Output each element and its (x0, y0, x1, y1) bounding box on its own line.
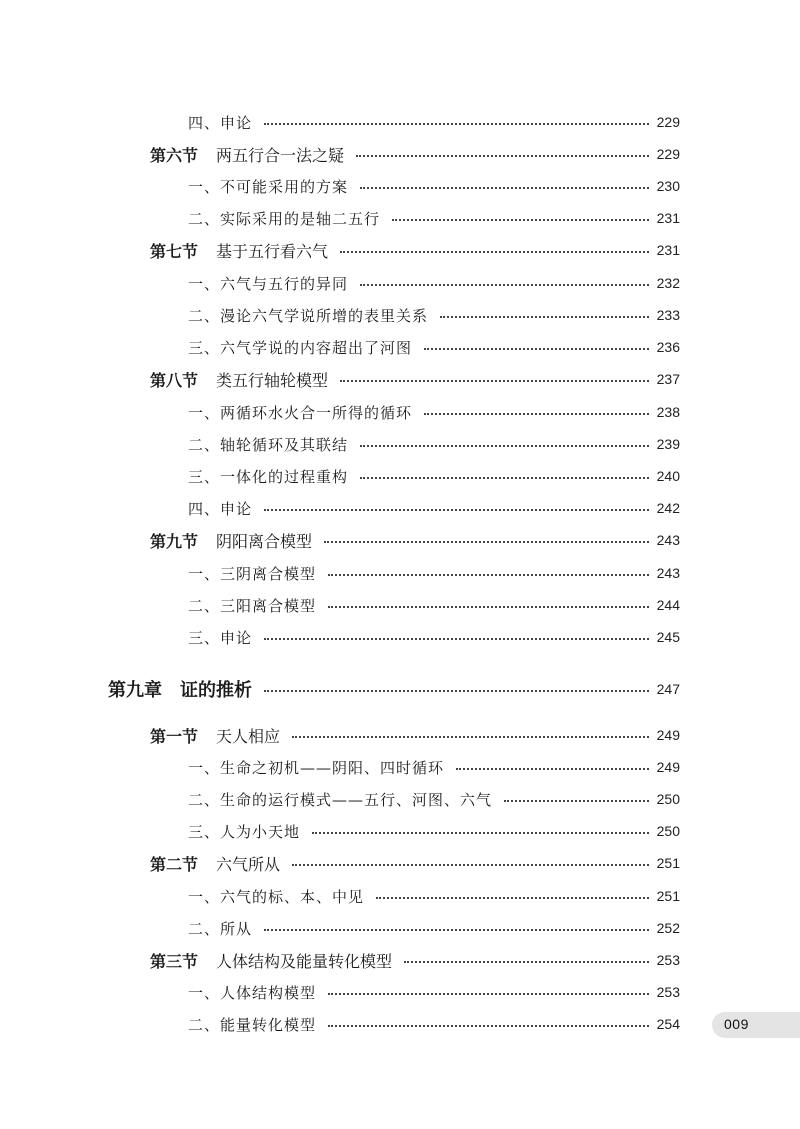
dot-leader (340, 251, 649, 253)
toc-section[interactable] (150, 365, 680, 393)
toc-item[interactable] (188, 172, 680, 200)
page-number: 009 (724, 1016, 749, 1032)
toc-section-number: 第六节 (150, 147, 199, 165)
toc-page-number: 249 (656, 759, 680, 775)
dot-leader (360, 284, 649, 286)
toc-item[interactable] (188, 204, 680, 232)
dot-leader (264, 123, 649, 125)
toc-title: 一、三阴离合模型 (188, 564, 317, 583)
toc-item[interactable] (188, 753, 680, 781)
toc-chapter[interactable] (108, 675, 680, 703)
toc-item[interactable] (188, 301, 680, 329)
toc-title: 二、所从 (188, 919, 253, 938)
dot-leader (328, 606, 649, 608)
toc-title: 二、漫论六气学说所增的表里关系 (188, 306, 429, 325)
dot-leader (424, 413, 649, 415)
toc-page-number: 243 (656, 532, 680, 548)
toc-item[interactable] (188, 398, 680, 426)
dot-leader (264, 638, 649, 640)
toc-section[interactable] (150, 946, 680, 974)
dot-leader (328, 574, 649, 576)
toc-title: 证的推析 (180, 680, 252, 700)
toc-item[interactable] (188, 430, 680, 458)
toc-title: 阴阳离合模型 (216, 531, 313, 551)
dot-leader (292, 736, 649, 738)
toc-page-number: 240 (656, 468, 680, 484)
dot-leader (328, 1025, 649, 1027)
toc-title: 三、六气学说的内容超出了河图 (188, 338, 413, 357)
toc-item[interactable] (188, 978, 680, 1006)
dot-leader (440, 316, 649, 318)
toc-chapter-number: 第九章 (108, 680, 162, 700)
toc-section-number: 第一节 (150, 728, 199, 746)
toc-section-number: 第八节 (150, 372, 199, 390)
toc-page-number: 249 (656, 727, 680, 743)
toc-page-number: 231 (656, 210, 680, 226)
toc-item[interactable] (188, 882, 680, 910)
toc-section[interactable] (150, 721, 680, 749)
toc-page-number: 251 (656, 888, 680, 904)
dot-leader (376, 897, 649, 899)
toc-page-number: 252 (656, 920, 680, 936)
toc-section-number: 第七节 (150, 243, 199, 261)
toc-item[interactable] (188, 817, 680, 845)
toc-title: 一、两循环水火合一所得的循环 (188, 403, 413, 422)
dot-leader (424, 348, 649, 350)
toc-page-number: 245 (656, 629, 680, 645)
toc-page-number: 238 (656, 404, 680, 420)
dot-leader (360, 445, 649, 447)
toc-page-number: 251 (656, 855, 680, 871)
toc-section-number: 第三节 (150, 953, 199, 971)
toc-title: 人体结构及能量转化模型 (216, 951, 393, 971)
toc-title: 六气所从 (216, 854, 281, 874)
toc-page-number: 242 (656, 500, 680, 516)
dot-leader (360, 187, 649, 189)
toc-title: 一、六气与五行的异同 (188, 274, 349, 293)
toc-title: 天人相应 (216, 726, 281, 746)
toc-title: 基于五行看六气 (216, 241, 329, 261)
toc-item[interactable] (188, 785, 680, 813)
toc-item[interactable] (188, 269, 680, 297)
toc-page-number: 243 (656, 565, 680, 581)
toc-section[interactable] (150, 849, 680, 877)
toc-section[interactable] (150, 140, 680, 168)
toc-item[interactable] (188, 462, 680, 490)
toc-title: 二、三阳离合模型 (188, 596, 317, 615)
toc-page-number: 247 (656, 681, 680, 697)
toc-title: 二、实际采用的是轴二五行 (188, 209, 381, 228)
toc-page-number: 253 (656, 952, 680, 968)
dot-leader (360, 477, 649, 479)
toc-title: 二、生命的运行模式——五行、河图、六气 (188, 790, 493, 809)
toc-title: 三、申论 (188, 628, 253, 647)
toc-title: 二、能量转化模型 (188, 1015, 317, 1034)
dot-leader (404, 961, 649, 963)
dot-leader (328, 993, 649, 995)
toc-title: 一、生命之初机——阴阳、四时循环 (188, 758, 445, 777)
toc-page-number: 229 (656, 146, 680, 162)
toc-section[interactable] (150, 526, 680, 554)
toc-page-number: 244 (656, 597, 680, 613)
toc-item[interactable] (188, 333, 680, 361)
dot-leader (312, 832, 649, 834)
dot-leader (392, 219, 649, 221)
dot-leader (456, 768, 649, 770)
dot-leader (340, 380, 649, 382)
toc-item[interactable] (188, 108, 680, 136)
toc-item[interactable] (188, 559, 680, 587)
dot-leader (264, 690, 649, 692)
toc-title: 四、申论 (188, 113, 253, 132)
toc-item[interactable] (188, 591, 680, 619)
dot-leader (264, 929, 649, 931)
toc-title: 一、不可能采用的方案 (188, 177, 349, 196)
toc-title: 三、一体化的过程重构 (188, 467, 349, 486)
toc-title: 三、人为小天地 (188, 822, 301, 841)
dot-leader (292, 864, 649, 866)
toc-section-number: 第九节 (150, 533, 199, 551)
toc-title: 二、轴轮循环及其联结 (188, 435, 349, 454)
toc-title: 一、六气的标、本、中见 (188, 887, 365, 906)
toc-item[interactable] (188, 914, 680, 942)
toc-title: 类五行轴轮模型 (216, 370, 329, 390)
toc-page-number: 250 (656, 823, 680, 839)
toc-section[interactable] (150, 236, 680, 264)
toc-page-number: 239 (656, 436, 680, 452)
toc-page-number: 250 (656, 791, 680, 807)
toc-page-number: 232 (656, 275, 680, 291)
toc-page-number: 233 (656, 307, 680, 323)
toc-page-number: 230 (656, 178, 680, 194)
toc-page-number: 229 (656, 114, 680, 130)
toc-item[interactable] (188, 1010, 680, 1038)
dot-leader (356, 155, 649, 157)
toc-page-number: 231 (656, 242, 680, 258)
toc-page-number: 253 (656, 984, 680, 1000)
toc-item[interactable] (188, 494, 680, 522)
toc-page-number: 254 (656, 1016, 680, 1032)
dot-leader (264, 509, 649, 511)
dot-leader (504, 800, 649, 802)
toc-title: 两五行合一法之疑 (216, 145, 345, 165)
dot-leader (324, 541, 649, 543)
toc-title: 一、人体结构模型 (188, 983, 317, 1002)
toc-item[interactable] (188, 623, 680, 651)
toc-page-number: 237 (656, 371, 680, 387)
toc-section-number: 第二节 (150, 856, 199, 874)
toc-title: 四、申论 (188, 499, 253, 518)
toc-page-number: 236 (656, 339, 680, 355)
